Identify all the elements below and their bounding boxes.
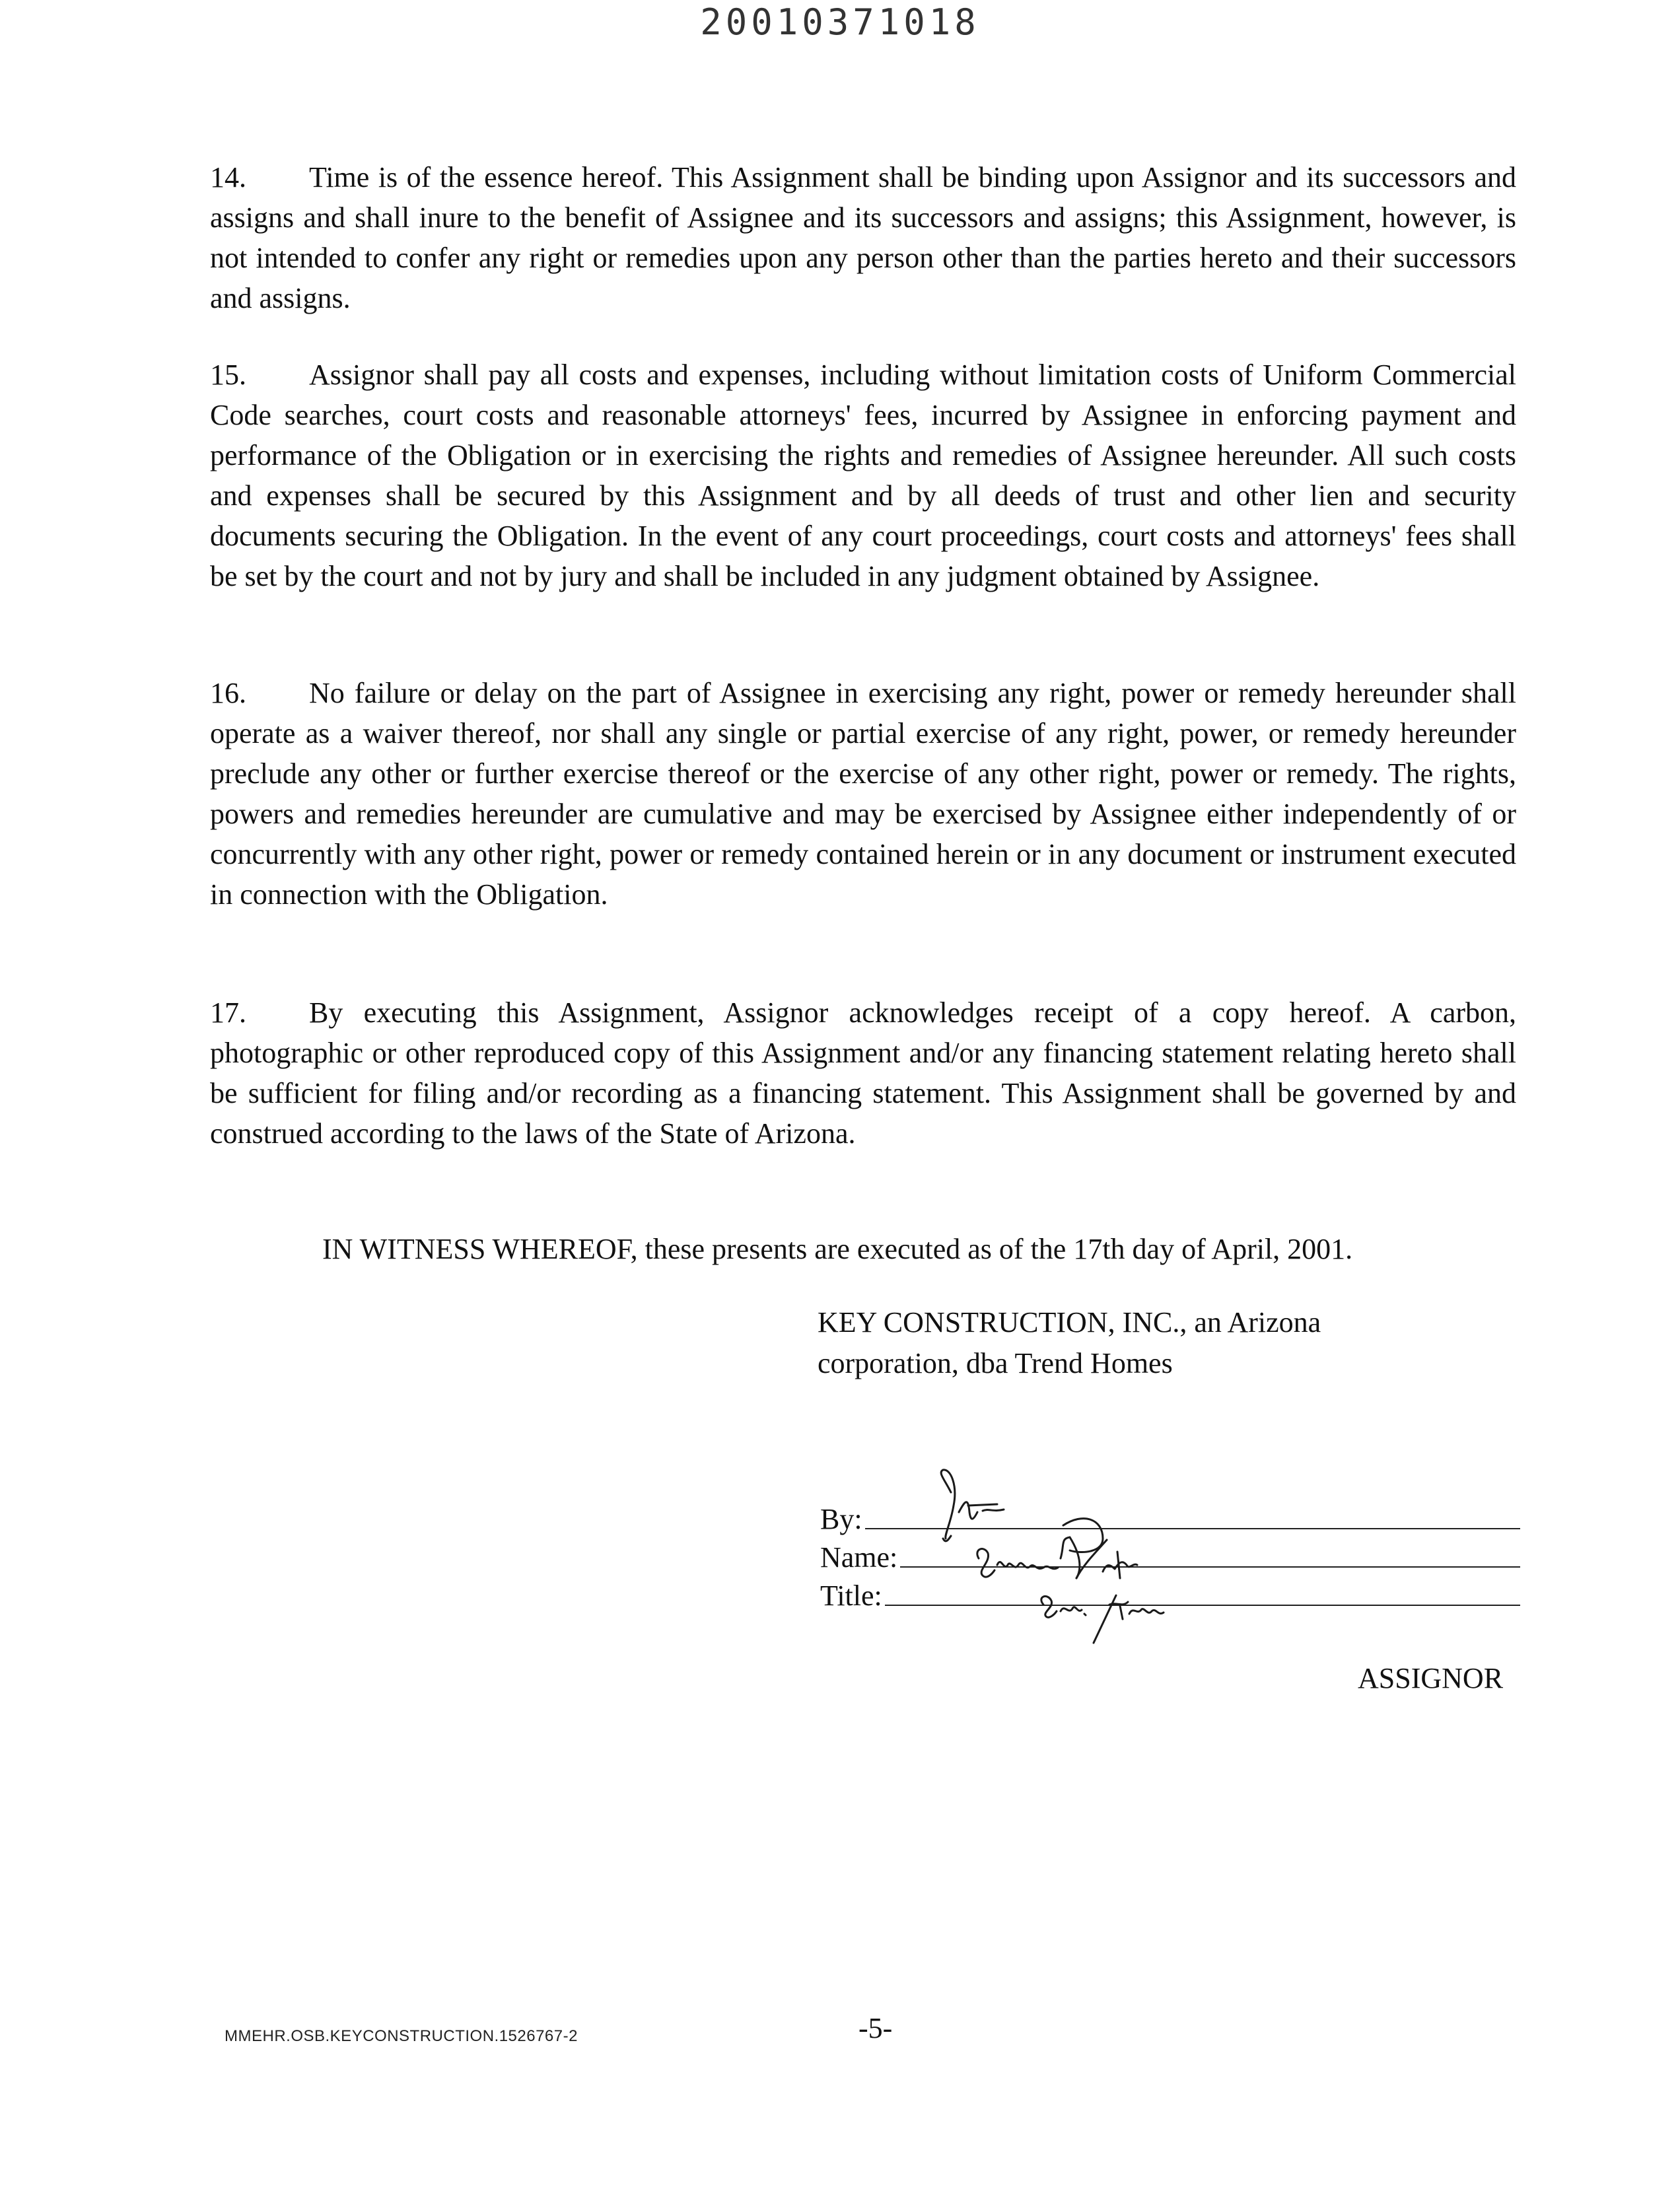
paragraph-15 xyxy=(210,355,1516,596)
party-label: ASSIGNOR xyxy=(1358,1662,1504,1694)
recording-number: 20010371018 xyxy=(700,1,980,43)
handwritten-signature xyxy=(905,1466,1275,1657)
company-line-1: KEY CONSTRUCTION, INC., an Arizona xyxy=(818,1306,1321,1338)
by-label: By: xyxy=(820,1503,862,1535)
paragraph-number: 16. xyxy=(210,677,246,709)
page-number: -5- xyxy=(858,2012,893,2044)
document-code: MMEHR.OSB.KEYCONSTRUCTION.1526767-2 xyxy=(225,2027,578,2045)
paragraph-text: By executing this Assignment, Assignor acknowledges receipt of a copy hereof. A carbon, photographic or other reproduced copy of this Assignment and/or any financing statement relating hereto shall be sufficient for filing and/or recording as a financing statement. This Assignment shall be governed by and construed according to the laws of the State of Arizona. xyxy=(210,996,1516,1150)
paragraph-16 xyxy=(210,673,1516,915)
paragraph-14 xyxy=(210,157,1516,318)
title-label: Title: xyxy=(820,1580,882,1612)
paragraph-text: Assignor shall pay all costs and expenses, including without limitation costs of Uniform Commercial Code searches, court costs and reasonable attorneys' fees, incurred by Assignee in enforcing payment and performance of the Obligation or in exercising the rights and remedies of Assignee hereunder. All such costs and expenses shall be secured by this Assignment and by all deeds of trust and other lien and security documents securing the Obligation. In the event of any court proceedings, court costs and attorneys' fees shall be set by the court and not by jury and shall be included in any judgment obtained by Assignee. xyxy=(210,359,1516,592)
paragraph-17 xyxy=(210,992,1516,1154)
paragraph-number: 14. xyxy=(210,161,246,193)
witness-clause: IN WITNESS WHEREOF, these presents are executed as of the 17th day of April, 2001. xyxy=(322,1233,1353,1265)
company-line-2: corporation, dba Trend Homes xyxy=(818,1347,1173,1379)
paragraph-number: 15. xyxy=(210,359,246,391)
paragraph-text: Time is of the essence hereof. This Assignment shall be binding upon Assignor and its successors and assigns and shall inure to the benefit of Assignee and its successors and assigns; this Assignment, however, is not intended to confer any right or remedies upon any person other than the parties hereto and their successors and assigns. xyxy=(210,161,1516,314)
paragraph-text: No failure or delay on the part of Assignee in exercising any right, power or remedy hereunder shall operate as a waiver thereof, nor shall any single or partial exercise of any right, power, or remedy hereunder preclude any other or further exercise thereof or the exercise of any other right, power or remedy. The rights, powers and remedies hereunder are cumulative and may be exercised by Assignee either independently of or concurrently with any other right, power or remedy contained herein or in any document or instrument executed in connection with the Obligation. xyxy=(210,677,1516,911)
paragraph-number: 17. xyxy=(210,996,246,1029)
name-label: Name: xyxy=(820,1541,898,1574)
company-name-block xyxy=(818,1302,1321,1384)
